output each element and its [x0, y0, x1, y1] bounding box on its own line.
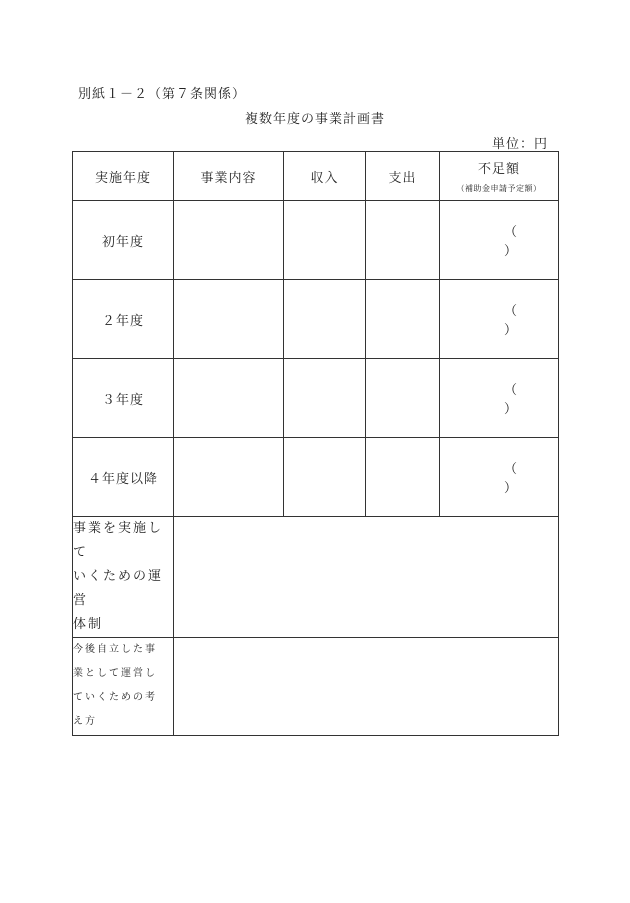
- expense-cell[interactable]: [366, 201, 440, 280]
- column-header-content: 事業内容: [174, 152, 284, 201]
- deficit-cell[interactable]: [440, 438, 559, 517]
- column-header-expense: 支出: [366, 152, 440, 201]
- self-reliance-label: 今後自立した事 業として運営し ていくための考 え方: [73, 638, 174, 736]
- income-cell[interactable]: [284, 359, 366, 438]
- self-reliance-row: [73, 638, 559, 736]
- form-label: 別紙１－２（第７条関係）: [78, 87, 247, 102]
- document-title: 複数年度の事業計画書: [244, 112, 385, 127]
- column-header-deficit: [440, 152, 559, 201]
- unit-label: 単位：円: [491, 137, 548, 152]
- table-row: [73, 359, 559, 438]
- expense-cell[interactable]: [366, 359, 440, 438]
- table-row: [73, 201, 559, 280]
- deficit-cell[interactable]: [440, 280, 559, 359]
- content-cell[interactable]: [174, 280, 284, 359]
- column-header-income: 収入: [284, 152, 366, 201]
- self-reliance-field[interactable]: [174, 638, 559, 736]
- table-row: [73, 280, 559, 359]
- operation-structure-row: [73, 517, 559, 638]
- plan-table: [72, 151, 559, 736]
- income-cell[interactable]: [284, 438, 366, 517]
- year-cell: ３年度: [73, 359, 174, 438]
- content-cell[interactable]: [174, 359, 284, 438]
- subsidy-parentheses: （）: [504, 383, 518, 417]
- income-cell[interactable]: [284, 201, 366, 280]
- deficit-cell[interactable]: [440, 359, 559, 438]
- table-row: [73, 438, 559, 517]
- expense-cell[interactable]: [366, 438, 440, 517]
- content-cell[interactable]: [174, 201, 284, 280]
- operation-structure-field[interactable]: [174, 517, 559, 638]
- subsidy-parentheses: （）: [504, 462, 518, 496]
- operation-structure-label: 事業を実施して いくための運営 体制: [73, 517, 174, 638]
- subsidy-parentheses: （）: [504, 304, 518, 338]
- expense-cell[interactable]: [366, 280, 440, 359]
- deficit-header-note: （補助金申請予定額）: [456, 184, 542, 193]
- table-header-row: [73, 152, 559, 201]
- column-header-year: 実施年度: [73, 152, 174, 201]
- year-cell: ２年度: [73, 280, 174, 359]
- deficit-cell[interactable]: [440, 201, 559, 280]
- income-cell[interactable]: [284, 280, 366, 359]
- deficit-header-label: 不足額: [477, 162, 520, 177]
- content-cell[interactable]: [174, 438, 284, 517]
- subsidy-parentheses: （）: [504, 225, 518, 259]
- year-cell: 初年度: [73, 201, 174, 280]
- year-cell: ４年度以降: [73, 438, 174, 517]
